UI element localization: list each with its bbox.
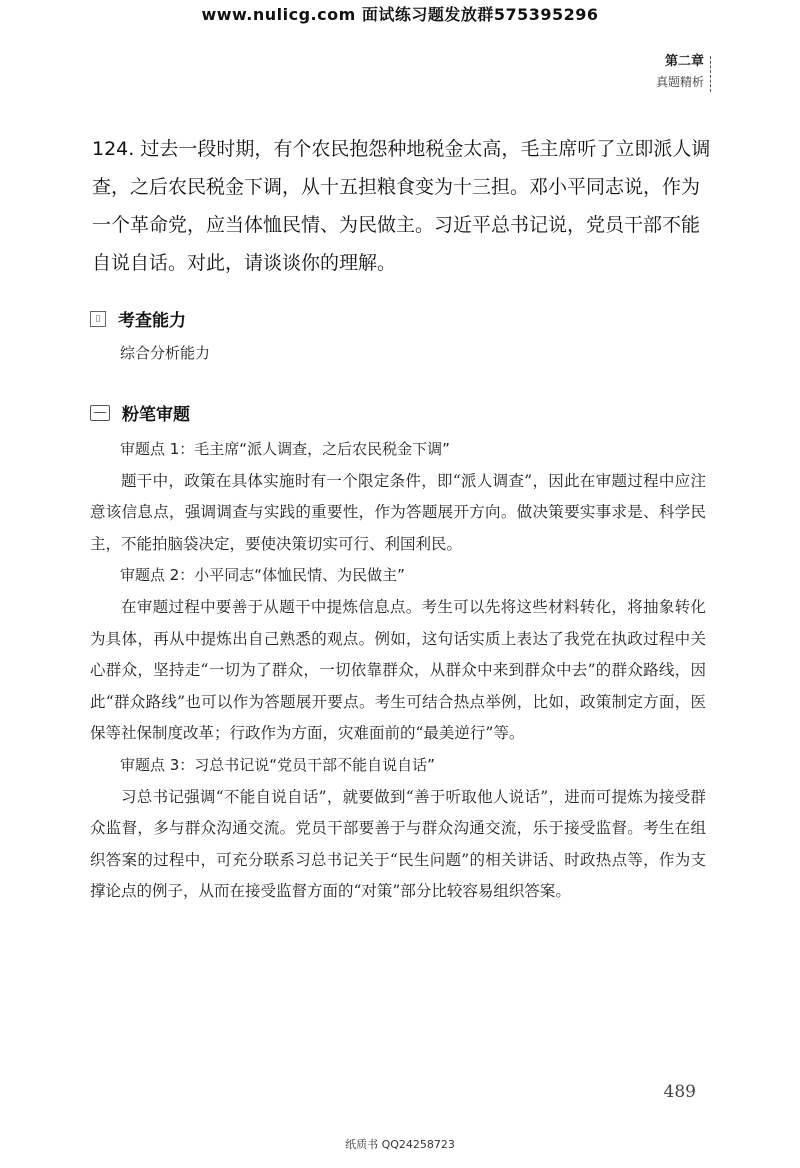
analysis-point-3: 审题点 3：习总书记说“党员干部不能自说自话”: [120, 755, 435, 774]
site-banner: www.nulicg.com 面试练习题发放群575395296: [201, 5, 599, 24]
question-text: 124. 过去一段时期，有个农民抱怨种地税金太高，毛主席听了立即派人调查，之后农民税金下调，从十五担粮食变为十三担。邓小平同志说，作为一个革命党，应当体恤民情、为民做主。习近平总书记说，党员干部不能自说自话。对此，请谈谈你的理解。: [92, 138, 711, 274]
book-icon: [90, 405, 110, 421]
footer-note: 纸质书 QQ24258723: [345, 1138, 455, 1151]
analysis-section-title: [90, 400, 190, 425]
ability-value: 综合分析能力: [120, 344, 211, 362]
analysis-point-1: 审题点 1：毛主席“派人调查，之后农民税金下调”: [120, 440, 450, 458]
chapter-title: 第二章: [664, 54, 704, 69]
page-number: 489: [663, 1082, 696, 1102]
bookmark-icon: ▯: [90, 311, 106, 327]
analysis-body: [90, 434, 706, 908]
analysis-point-2: 审题点 2：小平同志“体恤民情、为民做主”: [120, 566, 405, 585]
chapter-divider: [710, 56, 712, 92]
ability-title-label: 考查能力: [118, 311, 186, 331]
chapter-subtitle: 真题精析: [655, 75, 704, 89]
analysis-title-label: 粉笔审题: [122, 405, 190, 425]
analysis-paragraph-3: 习总书记强调“不能自说自话”，就要做到“善于听取他人说话”，进而可提炼为接受群众监督，多与群众沟通交流。党员干部要善于与群众沟通交流，乐于接受监督。考生在组织答案的过程中，可充分联系习总书记关于“民生问题”的相关讲话、时政热点等，作为支撑论点的例子，从而在接受监督方面的“对策”部分比较容易组织答案。: [90, 787, 706, 901]
analysis-paragraph-1: 题干中，政策在具体实施时有一个限定条件，即“派人调查”，因此在审题过程中应注意该信息点，强调调查与实践的重要性，作为答题展开方向。做决策要实事求是、科学民主，不能拍脑袋决定，要使决策切实可行、利国利民。: [90, 471, 706, 553]
chapter-header: [656, 52, 704, 92]
analysis-paragraph-2: 在审题过程中要善于从题干中提炼信息点。考生可以先将这些材料转化，将抽象转化为具体，再从中提炼出自己熟悉的观点。例如，这句话实质上表达了我党在执政过程中关心群众，坚持走“一切为了群众，一切依靠群众，从群众中来到群众中去”的群众路线，因此“群众路线”也可以作为答题展开要点。考生可结合热点举例，比如，政策制定方面，医保等社保制度改革；行政作为方面，灾难面前的“最美逆行”等。: [90, 597, 706, 743]
ability-section-title: [90, 306, 186, 331]
